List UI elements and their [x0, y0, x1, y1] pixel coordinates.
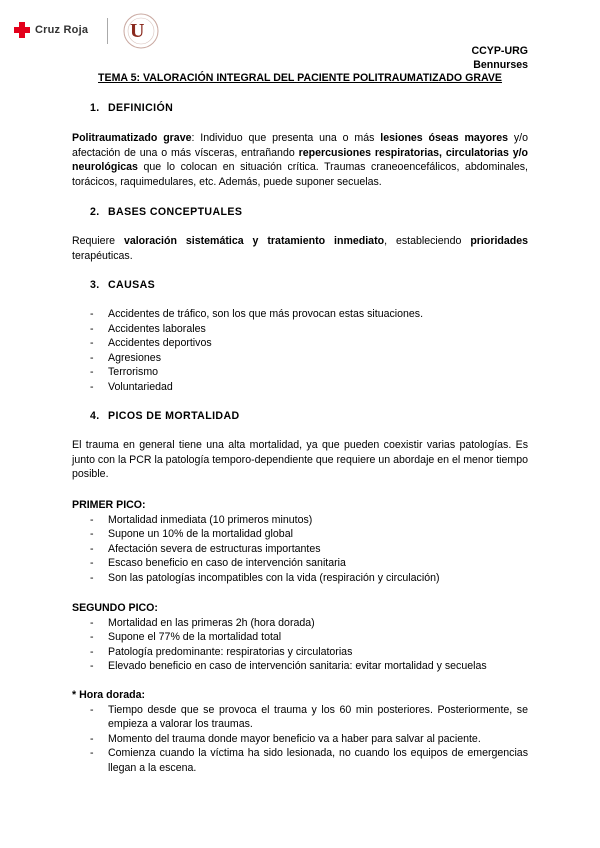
- section-heading-2: 2. BASES CONCEPTUALES: [90, 206, 243, 218]
- section-heading-4: 4. PICOS DE MORTALIDAD: [90, 410, 240, 422]
- list-item: - Son las patologías incompatibles con la vida (respiración y circulación): [72, 571, 528, 586]
- definition-paragraph: [72, 131, 528, 189]
- page-title: TEMA 5: VALORACIÓN INTEGRAL DEL PACIENTE POLITRAUMATIZADO GRAVE: [98, 72, 502, 84]
- bases-text: [72, 234, 528, 263]
- primer-pico-heading: PRIMER PICO:: [72, 499, 146, 511]
- picos-intro-block: [72, 438, 528, 482]
- hora-dorada-list: [72, 703, 528, 776]
- list-item: - Tiempo desde que se provoca el trauma y los 60 min posteriores. Posteriormente, se empieza a valorar los traumas.: [72, 703, 528, 732]
- list-item: - Patología predominante: respiratorias y circulatorias: [72, 645, 528, 660]
- bold-text-run: Politraumatizado grave: [72, 132, 192, 144]
- segundo-pico-list: [72, 616, 528, 674]
- list-item: - Terrorismo: [72, 365, 528, 380]
- course-code: CCYP-URG: [471, 45, 528, 57]
- text-run: terapéuticas.: [72, 249, 133, 262]
- list-item: - Escaso beneficio en caso de intervención sanitaria: [72, 556, 528, 571]
- bold-text-run: repercusiones respiratorias, circulatorias y/o neurológicas: [72, 146, 528, 174]
- segundo-pico-heading: SEGUNDO PICO:: [72, 602, 158, 614]
- section-heading-1: 1. DEFINICIÓN: [90, 102, 174, 114]
- segundo-pico-block: [72, 601, 528, 674]
- cruz-roja-logo: [14, 22, 88, 38]
- definition-text: [72, 131, 528, 189]
- list-item: - Elevado beneficio en caso de intervención sanitaria: evitar mortalidad y secuelas: [72, 659, 528, 674]
- page-header: [14, 8, 600, 71]
- header-course-info: [471, 44, 528, 72]
- section-heading-3: 3. CAUSAS: [90, 279, 156, 291]
- list-item: - Momento del trauma donde mayor beneficio va a haber para salvar al paciente.: [72, 732, 528, 747]
- hora-dorada-heading: * Hora dorada:: [72, 689, 145, 701]
- list-item: - Mortalidad en las primeras 2h (hora dorada): [72, 616, 528, 631]
- list-item: - Accidentes deportivos: [72, 336, 528, 351]
- causas-list-block: [72, 307, 528, 395]
- list-item: - Voluntariedad: [72, 380, 528, 395]
- primer-pico-block: [72, 498, 528, 586]
- hora-dorada-block: [72, 688, 528, 776]
- bold-text-run: prioridades: [470, 235, 529, 247]
- logo-divider: [107, 18, 108, 44]
- text-run: Requiere: [72, 235, 124, 247]
- list-item: - Supone el 77% de la mortalidad total: [72, 630, 528, 645]
- bold-text-run: lesiones óseas mayores: [380, 132, 509, 144]
- text-run: , estableciendo: [384, 235, 471, 247]
- text-run: : Individuo que presenta una o más: [191, 132, 381, 144]
- bold-text-run: valoración sistemática y tratamiento inmediato: [123, 235, 385, 247]
- list-item: - Comienza cuando la víctima ha sido lesionada, no cuando los equipos de emergencias llegan a la escena.: [72, 746, 528, 775]
- bases-paragraph: [72, 234, 528, 263]
- document-body: [72, 72, 528, 84]
- list-item: - Afectación severa de estructuras importantes: [72, 542, 528, 557]
- list-item: - Accidentes laborales: [72, 322, 528, 337]
- list-item: - Supone un 10% de la mortalidad global: [72, 527, 528, 542]
- university-monogram: U: [130, 20, 145, 42]
- text-run: que lo colocan en situación crítica. Traumas craneoencefálicos, abdominales, torácicos, raquimedulares, etc. Además, puede suponer secuelas.: [72, 161, 528, 188]
- causas-list: [72, 307, 528, 395]
- brand-name: Bennurses: [473, 59, 528, 71]
- org-name: Cruz Roja: [35, 24, 89, 36]
- primer-pico-list: [72, 513, 528, 586]
- picos-intro-text: El trauma en general tiene una alta mortalidad, ya que pueden coexistir varias patologías. Es junto con la PCR la patología temporo-dependiente que requiere un abordaje en el menor tiempo posible.: [72, 439, 528, 481]
- text-run: y/o afectación de una o más vísceras, entrañando: [72, 132, 529, 159]
- list-item: - Accidentes de tráfico, son los que más provocan estas situaciones.: [72, 307, 528, 322]
- red-cross-icon: [14, 22, 30, 38]
- list-item: - Mortalidad inmediata (10 primeros minutos): [72, 513, 528, 528]
- list-item: - Agresiones: [72, 351, 528, 366]
